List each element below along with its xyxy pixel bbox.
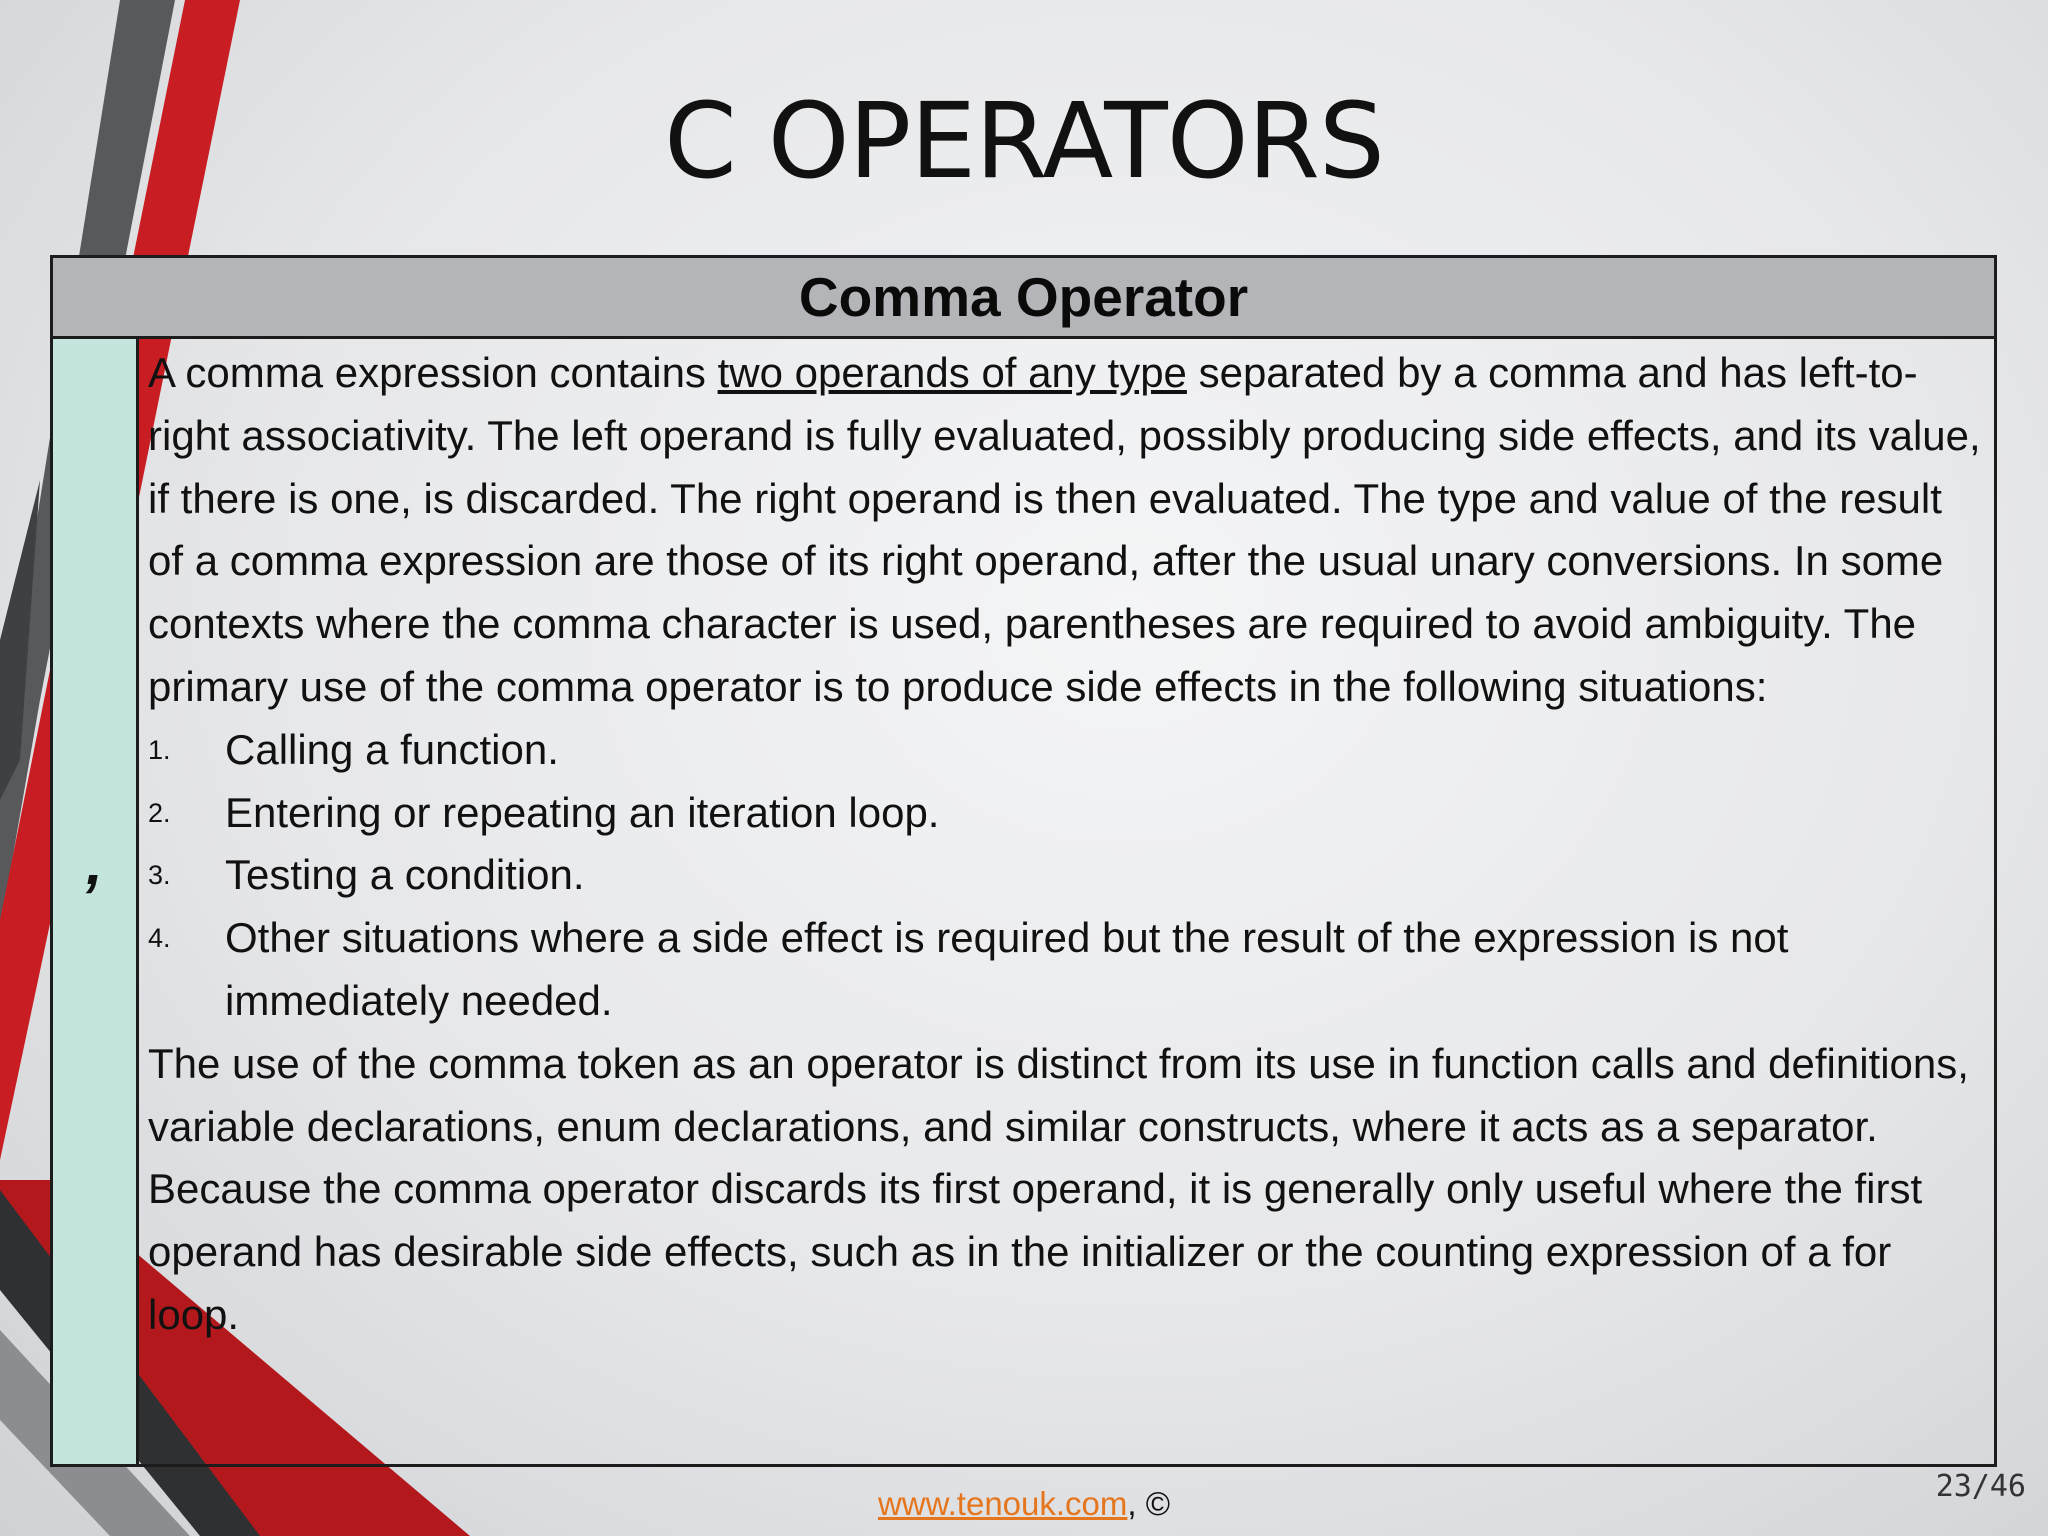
list-item-text: Testing a condition. bbox=[225, 851, 585, 899]
footer-link[interactable]: www.tenouk.com bbox=[877, 1485, 1128, 1522]
list-number: 1. bbox=[148, 734, 171, 765]
para1-underlined-text: two operands of any type bbox=[717, 349, 1187, 396]
list-item bbox=[148, 719, 1984, 782]
description-paragraph-3: Because the comma operator discards its first operand, it is generally only useful where the first operand has desirable side effects, such as in the initializer or the counting expression of a for loop. bbox=[148, 1165, 1923, 1338]
list-item-text: Entering or repeating an iteration loop. bbox=[225, 788, 940, 836]
operator-symbol-cell bbox=[53, 339, 139, 1464]
slide-title: C OPERATORS bbox=[664, 80, 1384, 202]
page-indicator: 23/46 bbox=[1935, 1469, 2026, 1504]
table-header: Comma Operator bbox=[53, 258, 1994, 339]
footer bbox=[0, 1485, 2048, 1523]
situations-list bbox=[148, 719, 1984, 1033]
description-paragraph-2: The use of the comma token as an operator is distinct from its use in function calls and definitions, variable declarations, enum declarations, and similar constructs, where it acts as a separator. bbox=[148, 1039, 1969, 1150]
list-number: 4. bbox=[148, 923, 171, 954]
list-number: 3. bbox=[148, 860, 171, 891]
para1-text-after: separated by a comma and has left-to-right associativity. The left operand is fully evaluated, possibly producing side effects, and its value, if there is one, is discarded. The right operand is then evaluated. The type and value of the result of a comma expression are those of its right operand, after the usual unary conversions. In some contexts where the comma character is used, parentheses are required to avoid ambiguity. The primary use of the comma operator is to produce side effects in the following situations: bbox=[148, 349, 1981, 710]
footer-copyright: , © bbox=[1127, 1485, 1171, 1522]
list-item bbox=[148, 844, 1984, 907]
para1-text-before: A comma expression contains bbox=[148, 349, 718, 396]
operator-table bbox=[50, 255, 1997, 1467]
operator-description bbox=[148, 342, 1984, 1347]
operator-symbol: , bbox=[86, 830, 103, 897]
list-number: 2. bbox=[148, 797, 171, 828]
description-paragraph-1 bbox=[148, 342, 1984, 719]
list-item-text: Other situations where a side effect is required but the result of the expression is not immediately needed. bbox=[225, 914, 1789, 1024]
list-item-text: Calling a function. bbox=[225, 725, 559, 773]
list-item bbox=[148, 907, 1984, 1033]
list-item bbox=[148, 782, 1984, 845]
